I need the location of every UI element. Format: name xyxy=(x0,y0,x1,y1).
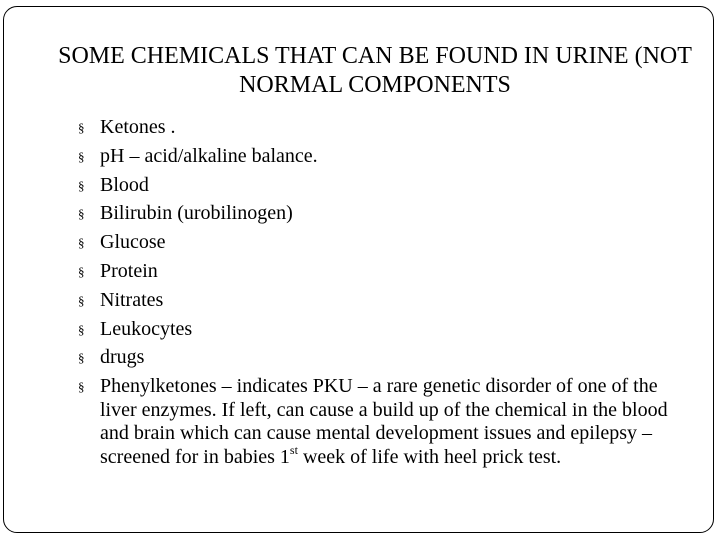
list-item xyxy=(78,231,688,254)
list-item-text: pH – acid/alkaline balance. xyxy=(100,144,318,167)
slide-title: SOME CHEMICALS THAT CAN BE FOUND IN URINE (NOT NORMAL COMPONENTS xyxy=(58,43,692,98)
list-item xyxy=(78,318,688,341)
list-item-text-continued: week of life with heel prick test. xyxy=(297,445,562,468)
list-item-text: Blood xyxy=(100,173,149,196)
bullet-square-icon: § xyxy=(78,350,85,366)
bullet-square-icon: § xyxy=(78,379,85,395)
list-item xyxy=(78,346,688,369)
list-item xyxy=(78,289,688,312)
bullet-square-icon: § xyxy=(78,206,85,222)
bullet-list xyxy=(78,116,688,475)
bullet-square-icon: § xyxy=(78,120,85,135)
bullet-square-icon: § xyxy=(78,292,85,308)
list-item-text: Glucose xyxy=(100,231,166,254)
ordinal-superscript: st xyxy=(289,442,298,457)
list-item-text: Phenylketones – indicates PKU – a rare genetic disorder of one of the liver enzymes. If left, can cause a build up of the chemical in the blood and brain which can cause mental development issues and epilepsy – screened for in babies 1 xyxy=(100,375,668,468)
bullet-square-icon: § xyxy=(78,263,85,279)
bullet-square-icon: § xyxy=(78,321,85,337)
list-item-text: Leukocytes xyxy=(100,317,193,340)
list-item-text: Nitrates xyxy=(100,288,164,311)
list-item xyxy=(78,145,688,168)
bullet-square-icon: § xyxy=(78,177,85,193)
list-item-phenylketones xyxy=(78,375,688,469)
list-item-text: Bilirubin (urobilinogen) xyxy=(100,202,293,225)
list-item-text: Protein xyxy=(100,259,158,282)
list-item xyxy=(78,174,688,197)
bullet-square-icon: § xyxy=(78,148,85,164)
list-item-text: drugs xyxy=(100,346,145,369)
list-item xyxy=(78,260,688,283)
list-item xyxy=(78,202,688,225)
list-item-text: Ketones . xyxy=(100,116,176,138)
bullet-square-icon: § xyxy=(78,235,85,251)
list-item xyxy=(78,116,688,139)
